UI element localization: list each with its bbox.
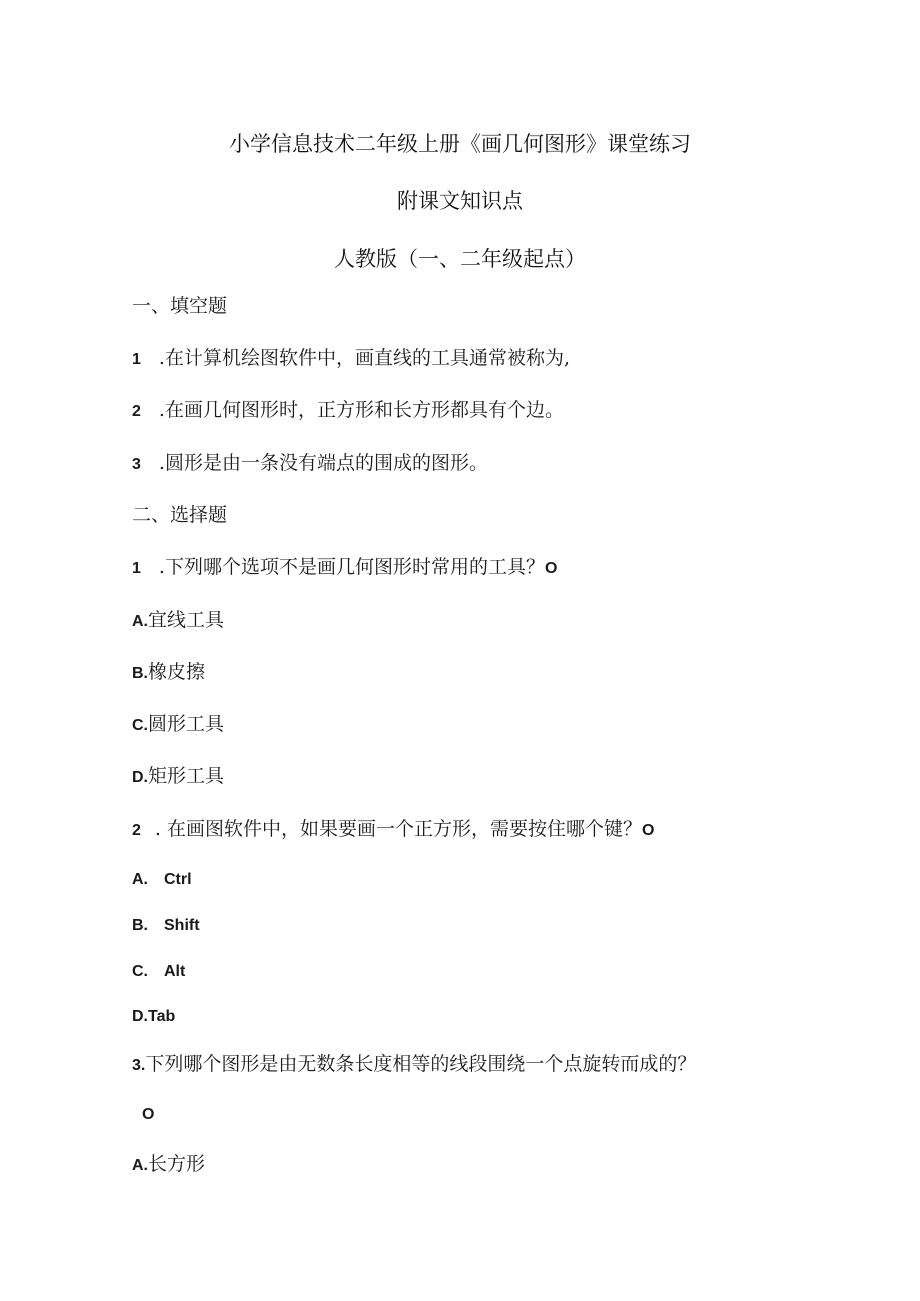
option-text: 长方形	[148, 1153, 206, 1175]
answer-blank-mark: O	[642, 822, 655, 839]
option-text: 宜线工具	[148, 609, 225, 631]
choice-option-a	[132, 608, 224, 634]
choice-option-a	[132, 1152, 205, 1178]
option-label: C.	[132, 717, 148, 734]
choice-option-c	[132, 958, 185, 984]
choice-option-b	[132, 660, 205, 686]
question-number: 2	[132, 403, 141, 420]
option-label: A.	[132, 1157, 148, 1174]
answer-blank-mark: O	[142, 1106, 155, 1123]
choice-option-d	[132, 1003, 175, 1029]
choice-option-a	[132, 866, 192, 892]
option-label: A.	[132, 613, 148, 630]
option-label: B.	[132, 917, 148, 934]
choice-question-2	[132, 817, 654, 843]
option-label: D.	[132, 769, 148, 786]
section-heading-multiple-choice: 二、选择题	[132, 504, 228, 526]
question-text: .圆形是由一条没有端点的围成的图形。	[158, 452, 488, 474]
option-text: Shift	[164, 917, 200, 934]
question-text: .在计算机绘图软件中，画直线的工具通常被称为,	[158, 347, 570, 369]
option-text: Alt	[164, 963, 186, 980]
question-number: 1	[132, 351, 141, 368]
question-number: 2	[132, 822, 141, 839]
choice-option-b	[132, 912, 200, 938]
answer-blank-mark: O	[544, 560, 558, 577]
option-text: 矩形工具	[148, 765, 225, 787]
question-number: 3	[132, 456, 141, 473]
document-edition: 人教版（一、二年级起点）	[334, 247, 586, 271]
option-label: C.	[132, 963, 148, 980]
document-title: 小学信息技术二年级上册《画几何图形》课堂练习	[229, 132, 691, 156]
choice-question-1	[132, 555, 557, 581]
fill-blank-question-1	[132, 346, 570, 372]
option-text: Ctrl	[164, 871, 192, 888]
choice-question-3	[132, 1052, 696, 1078]
fill-blank-question-2	[132, 398, 564, 424]
option-text: Tab	[148, 1008, 176, 1025]
option-label: B.	[132, 665, 148, 682]
choice-option-d	[132, 764, 224, 790]
choice-option-c	[132, 712, 224, 738]
option-text: 圆形工具	[148, 713, 225, 735]
option-label: D.	[132, 1008, 148, 1025]
question-number: 1	[132, 560, 141, 577]
question-text: .在画几何图形时，正方形和长方形都具有个边。	[158, 399, 564, 421]
document-subtitle: 附课文知识点	[397, 189, 523, 213]
option-label: A.	[132, 871, 148, 888]
option-text: 橡皮擦	[148, 661, 206, 683]
question-text: . 在画图软件中，如果要画一个正方形，需要按住哪个键？	[154, 818, 642, 840]
question-number: 3.	[132, 1057, 146, 1074]
question-text: 下列哪个图形是由无数条长度相等的线段围绕一个点旋转而成的？	[145, 1053, 697, 1075]
answer-blank-mark-line	[142, 1101, 154, 1127]
section-heading-fill-blank: 一、填空题	[132, 295, 228, 317]
fill-blank-question-3	[132, 451, 488, 477]
question-text: .下列哪个选项不是画几何图形时常用的工具？	[158, 556, 545, 578]
